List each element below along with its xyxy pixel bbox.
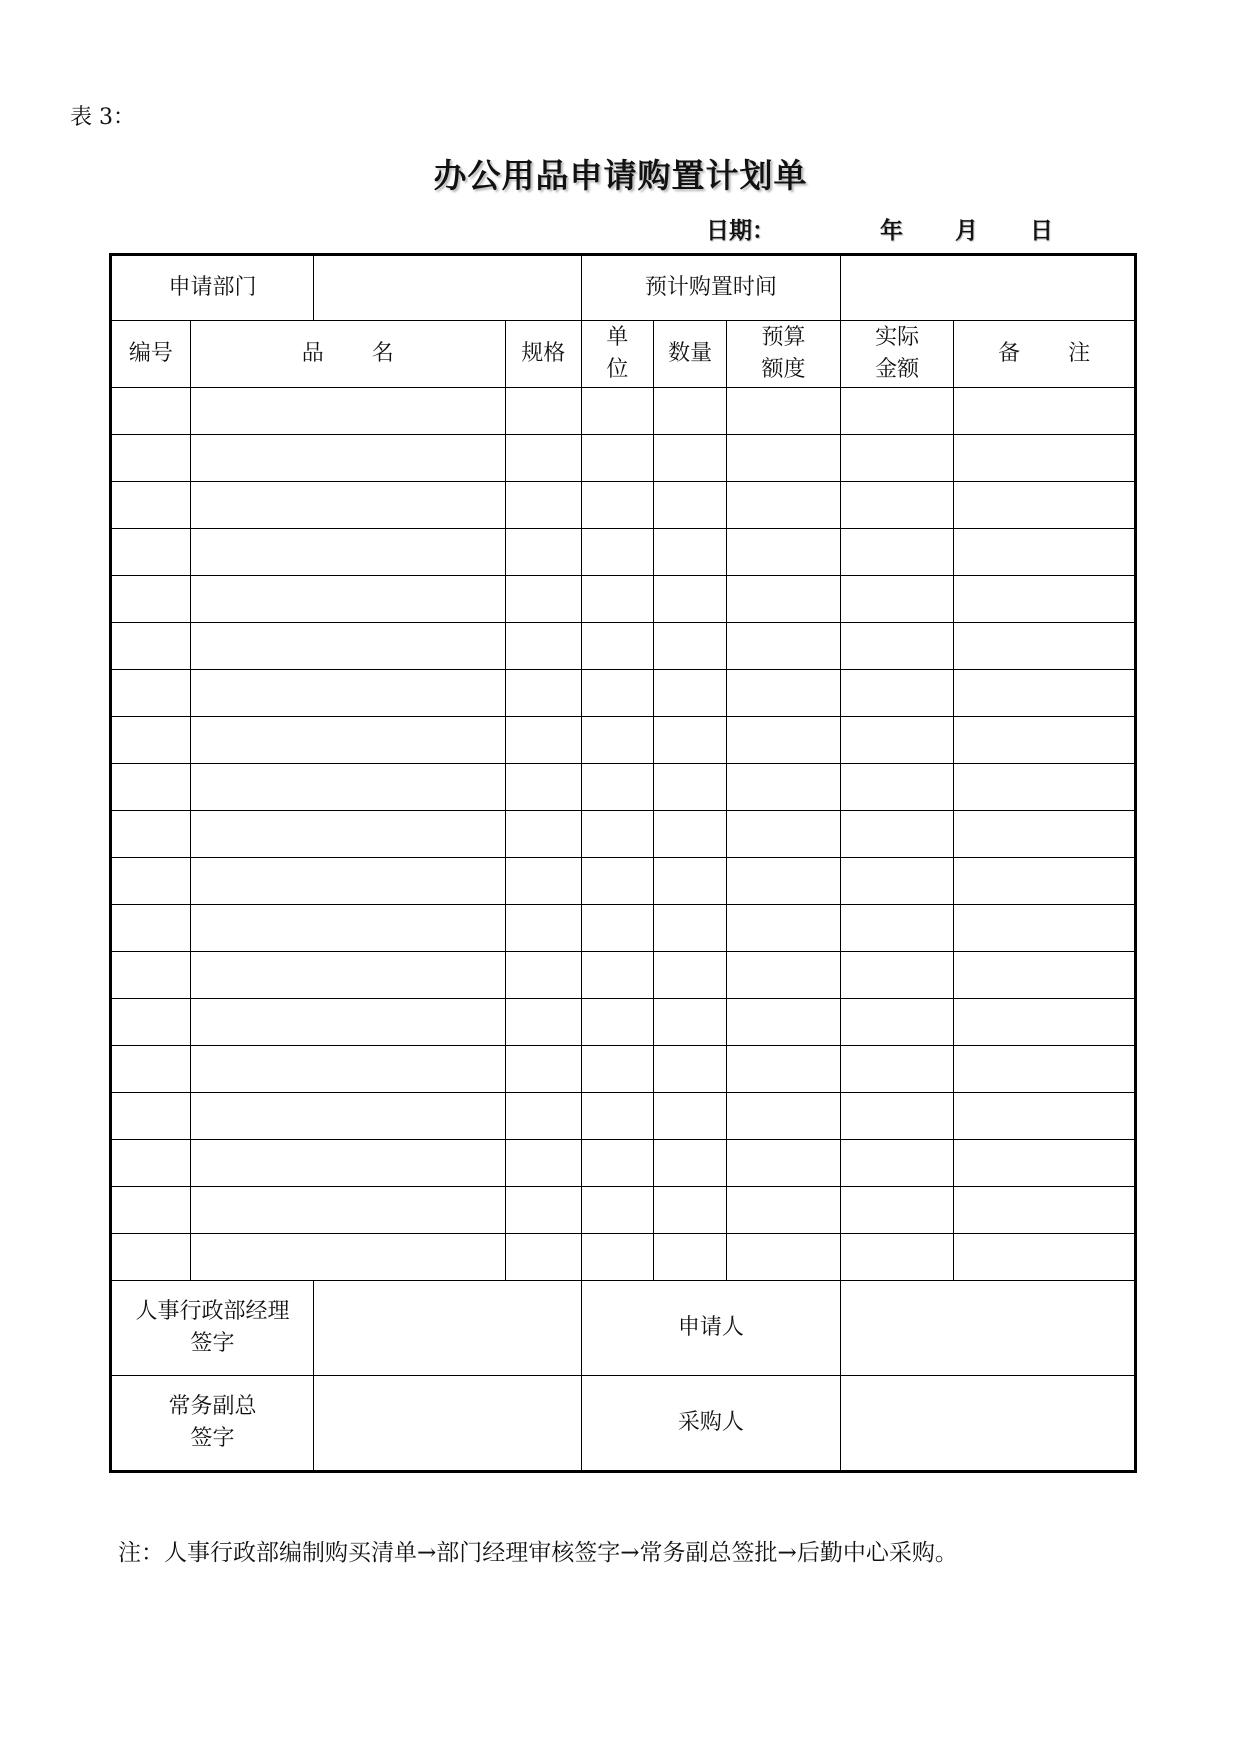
table-row	[111, 999, 1136, 1046]
col-actual	[841, 321, 954, 388]
cell-actual[interactable]	[841, 1187, 954, 1234]
cell-budget[interactable]	[726, 435, 840, 482]
hr-manager-label-b: 签字	[190, 1331, 235, 1356]
cell-budget[interactable]	[726, 388, 840, 435]
cell-name[interactable]	[190, 388, 505, 435]
cell-remark[interactable]	[954, 1140, 1136, 1187]
cell-unit[interactable]	[581, 1046, 654, 1093]
cell-qty[interactable]	[654, 482, 727, 529]
cell-budget[interactable]	[726, 764, 840, 811]
cell-budget[interactable]	[726, 952, 840, 999]
cell-budget[interactable]	[726, 905, 840, 952]
cell-no[interactable]	[111, 1140, 191, 1187]
header-row	[111, 255, 1136, 321]
col-actual-a: 实际	[875, 325, 920, 350]
cell-name[interactable]	[190, 529, 505, 576]
col-spec: 规格	[505, 321, 581, 388]
cell-no[interactable]	[111, 482, 191, 529]
hr-manager-label-a: 人事行政部经理	[135, 1299, 290, 1324]
cell-unit[interactable]	[581, 905, 654, 952]
cell-qty[interactable]	[654, 1093, 727, 1140]
cell-name[interactable]	[190, 1093, 505, 1140]
cell-actual[interactable]	[841, 529, 954, 576]
cell-remark[interactable]	[954, 1187, 1136, 1234]
purchaser-sign-field[interactable]	[841, 1376, 1136, 1472]
col-no: 编号	[111, 321, 191, 388]
cell-unit[interactable]	[581, 1093, 654, 1140]
cell-qty[interactable]	[654, 905, 727, 952]
cell-qty[interactable]	[654, 623, 727, 670]
cell-spec[interactable]	[505, 1187, 581, 1234]
process-note: 注：人事行政部编制购买清单→部门经理审核签字→常务副总签批→后勤中心采购。	[118, 1540, 958, 1566]
cell-name[interactable]	[190, 1234, 505, 1281]
cell-remark[interactable]	[954, 952, 1136, 999]
cell-spec[interactable]	[505, 858, 581, 905]
cell-spec[interactable]	[505, 811, 581, 858]
col-name-a: 品	[301, 341, 324, 366]
cell-name[interactable]	[190, 670, 505, 717]
cell-no[interactable]	[111, 435, 191, 482]
dept-label: 申请部门	[111, 255, 314, 321]
cell-name[interactable]	[190, 858, 505, 905]
cell-qty[interactable]	[654, 858, 727, 905]
cell-spec[interactable]	[505, 388, 581, 435]
vp-label	[111, 1376, 314, 1472]
cell-actual[interactable]	[841, 717, 954, 764]
cell-spec[interactable]	[505, 576, 581, 623]
cell-unit[interactable]	[581, 811, 654, 858]
cell-remark[interactable]	[954, 717, 1136, 764]
cell-remark[interactable]	[954, 388, 1136, 435]
cell-actual[interactable]	[841, 858, 954, 905]
cell-no[interactable]	[111, 576, 191, 623]
table-row	[111, 623, 1136, 670]
signature-row-vp	[111, 1376, 1136, 1472]
cell-actual[interactable]	[841, 670, 954, 717]
table-row	[111, 388, 1136, 435]
cell-remark[interactable]	[954, 764, 1136, 811]
cell-actual[interactable]	[841, 999, 954, 1046]
table-number: 表 3：	[70, 105, 135, 130]
cell-budget[interactable]	[726, 1046, 840, 1093]
cell-spec[interactable]	[505, 1234, 581, 1281]
vp-sign-field[interactable]	[313, 1376, 581, 1472]
cell-remark[interactable]	[954, 576, 1136, 623]
date-month-label: 月	[955, 218, 978, 244]
applicant-label: 申请人	[581, 1281, 841, 1376]
table-row	[111, 905, 1136, 952]
cell-budget[interactable]	[726, 811, 840, 858]
cell-name[interactable]	[190, 435, 505, 482]
cell-qty[interactable]	[654, 529, 727, 576]
cell-name[interactable]	[190, 952, 505, 999]
cell-name[interactable]	[190, 1187, 505, 1234]
cell-no[interactable]	[111, 952, 191, 999]
cell-unit[interactable]	[581, 999, 654, 1046]
vp-label-b: 签字	[190, 1426, 235, 1451]
cell-no[interactable]	[111, 717, 191, 764]
table-row	[111, 529, 1136, 576]
hr-manager-sign-field[interactable]	[313, 1281, 581, 1376]
cell-no[interactable]	[111, 1234, 191, 1281]
table-row	[111, 1140, 1136, 1187]
cell-unit[interactable]	[581, 858, 654, 905]
cell-spec[interactable]	[505, 999, 581, 1046]
date-year-label: 年	[880, 218, 903, 244]
cell-remark[interactable]	[954, 623, 1136, 670]
cell-actual[interactable]	[841, 764, 954, 811]
table-row	[111, 764, 1136, 811]
cell-unit[interactable]	[581, 952, 654, 999]
table-row	[111, 670, 1136, 717]
cell-actual[interactable]	[841, 811, 954, 858]
cell-unit[interactable]	[581, 529, 654, 576]
cell-actual[interactable]	[841, 623, 954, 670]
cell-unit[interactable]	[581, 623, 654, 670]
cell-spec[interactable]	[505, 905, 581, 952]
cell-unit[interactable]	[581, 717, 654, 764]
cell-name[interactable]	[190, 999, 505, 1046]
purchase-plan-table	[109, 253, 1137, 1473]
cell-remark[interactable]	[954, 999, 1136, 1046]
col-unit-b: 位	[606, 357, 629, 382]
cell-qty[interactable]	[654, 1234, 727, 1281]
cell-budget[interactable]	[726, 1093, 840, 1140]
cell-actual[interactable]	[841, 388, 954, 435]
cell-no[interactable]	[111, 529, 191, 576]
purchaser-label: 采购人	[581, 1376, 841, 1472]
col-name-b: 名	[371, 341, 394, 366]
table-row	[111, 717, 1136, 764]
table-row	[111, 1234, 1136, 1281]
cell-name[interactable]	[190, 811, 505, 858]
col-budget-a: 预算	[761, 325, 806, 350]
cell-unit[interactable]	[581, 670, 654, 717]
cell-budget[interactable]	[726, 670, 840, 717]
cell-unit[interactable]	[581, 576, 654, 623]
cell-name[interactable]	[190, 482, 505, 529]
cell-budget[interactable]	[726, 858, 840, 905]
cell-no[interactable]	[111, 1046, 191, 1093]
col-actual-b: 金额	[875, 357, 920, 382]
cell-remark[interactable]	[954, 435, 1136, 482]
cell-unit[interactable]	[581, 1140, 654, 1187]
cell-no[interactable]	[111, 999, 191, 1046]
cell-remark[interactable]	[954, 482, 1136, 529]
table-row	[111, 576, 1136, 623]
col-budget	[726, 321, 840, 388]
cell-actual[interactable]	[841, 952, 954, 999]
table-row	[111, 858, 1136, 905]
cell-unit[interactable]	[581, 435, 654, 482]
cell-remark[interactable]	[954, 1093, 1136, 1140]
cell-qty[interactable]	[654, 717, 727, 764]
cell-spec[interactable]	[505, 1140, 581, 1187]
cell-budget[interactable]	[726, 482, 840, 529]
cell-spec[interactable]	[505, 529, 581, 576]
cell-spec[interactable]	[505, 1093, 581, 1140]
table-row	[111, 435, 1136, 482]
cell-spec[interactable]	[505, 717, 581, 764]
cell-budget[interactable]	[726, 1140, 840, 1187]
cell-unit[interactable]	[581, 482, 654, 529]
cell-qty[interactable]	[654, 1187, 727, 1234]
cell-name[interactable]	[190, 1046, 505, 1093]
cell-no[interactable]	[111, 623, 191, 670]
cell-budget[interactable]	[726, 529, 840, 576]
cell-no[interactable]	[111, 388, 191, 435]
cell-spec[interactable]	[505, 1046, 581, 1093]
col-unit	[581, 321, 654, 388]
cell-qty[interactable]	[654, 764, 727, 811]
cell-budget[interactable]	[726, 1187, 840, 1234]
cell-actual[interactable]	[841, 1093, 954, 1140]
cell-spec[interactable]	[505, 482, 581, 529]
cell-name[interactable]	[190, 623, 505, 670]
cell-spec[interactable]	[505, 623, 581, 670]
cell-no[interactable]	[111, 764, 191, 811]
dept-field[interactable]	[313, 255, 581, 321]
cell-unit[interactable]	[581, 1234, 654, 1281]
cell-no[interactable]	[111, 905, 191, 952]
cell-remark[interactable]	[954, 905, 1136, 952]
purchase-time-label: 预计购置时间	[581, 255, 841, 321]
cell-qty[interactable]	[654, 999, 727, 1046]
applicant-sign-field[interactable]	[841, 1281, 1136, 1376]
cell-actual[interactable]	[841, 435, 954, 482]
table-row	[111, 811, 1136, 858]
table-row	[111, 1093, 1136, 1140]
table-row	[111, 952, 1136, 999]
purchase-time-field[interactable]	[841, 255, 1136, 321]
column-header-row	[111, 321, 1136, 388]
cell-qty[interactable]	[654, 952, 727, 999]
cell-name[interactable]	[190, 1140, 505, 1187]
cell-remark[interactable]	[954, 1046, 1136, 1093]
cell-actual[interactable]	[841, 576, 954, 623]
cell-qty[interactable]	[654, 388, 727, 435]
cell-qty[interactable]	[654, 1140, 727, 1187]
cell-no[interactable]	[111, 1093, 191, 1140]
page-title: 办公用品申请购置计划单	[433, 156, 808, 195]
cell-qty[interactable]	[654, 811, 727, 858]
cell-qty[interactable]	[654, 435, 727, 482]
col-name	[190, 321, 505, 388]
cell-qty[interactable]	[654, 1046, 727, 1093]
cell-actual[interactable]	[841, 482, 954, 529]
cell-budget[interactable]	[726, 999, 840, 1046]
cell-no[interactable]	[111, 858, 191, 905]
col-budget-b: 额度	[761, 357, 806, 382]
table-row	[111, 482, 1136, 529]
cell-remark[interactable]	[954, 858, 1136, 905]
col-qty: 数量	[654, 321, 727, 388]
cell-unit[interactable]	[581, 1187, 654, 1234]
col-unit-a: 单	[606, 325, 629, 350]
cell-remark[interactable]	[954, 529, 1136, 576]
signature-row-hr	[111, 1281, 1136, 1376]
cell-budget[interactable]	[726, 717, 840, 764]
cell-remark[interactable]	[954, 1234, 1136, 1281]
date-label: 日期：	[706, 218, 775, 244]
cell-qty[interactable]	[654, 576, 727, 623]
col-remark	[954, 321, 1136, 388]
cell-no[interactable]	[111, 1187, 191, 1234]
cell-name[interactable]	[190, 576, 505, 623]
hr-manager-label	[111, 1281, 314, 1376]
cell-remark[interactable]	[954, 670, 1136, 717]
date-day-label: 日	[1030, 218, 1053, 244]
cell-no[interactable]	[111, 670, 191, 717]
table-row	[111, 1046, 1136, 1093]
cell-name[interactable]	[190, 905, 505, 952]
cell-budget[interactable]	[726, 576, 840, 623]
cell-name[interactable]	[190, 764, 505, 811]
table-row	[111, 1187, 1136, 1234]
cell-spec[interactable]	[505, 435, 581, 482]
cell-no[interactable]	[111, 811, 191, 858]
vp-label-a: 常务副总	[168, 1394, 257, 1419]
cell-actual[interactable]	[841, 905, 954, 952]
cell-name[interactable]	[190, 717, 505, 764]
cell-budget[interactable]	[726, 623, 840, 670]
cell-qty[interactable]	[654, 670, 727, 717]
col-remark-a: 备	[998, 341, 1021, 366]
cell-budget[interactable]	[726, 1234, 840, 1281]
cell-unit[interactable]	[581, 764, 654, 811]
col-remark-b: 注	[1068, 341, 1091, 366]
cell-actual[interactable]	[841, 1234, 954, 1281]
cell-spec[interactable]	[505, 952, 581, 999]
cell-actual[interactable]	[841, 1046, 954, 1093]
cell-remark[interactable]	[954, 811, 1136, 858]
cell-unit[interactable]	[581, 388, 654, 435]
cell-actual[interactable]	[841, 1140, 954, 1187]
cell-spec[interactable]	[505, 764, 581, 811]
cell-spec[interactable]	[505, 670, 581, 717]
